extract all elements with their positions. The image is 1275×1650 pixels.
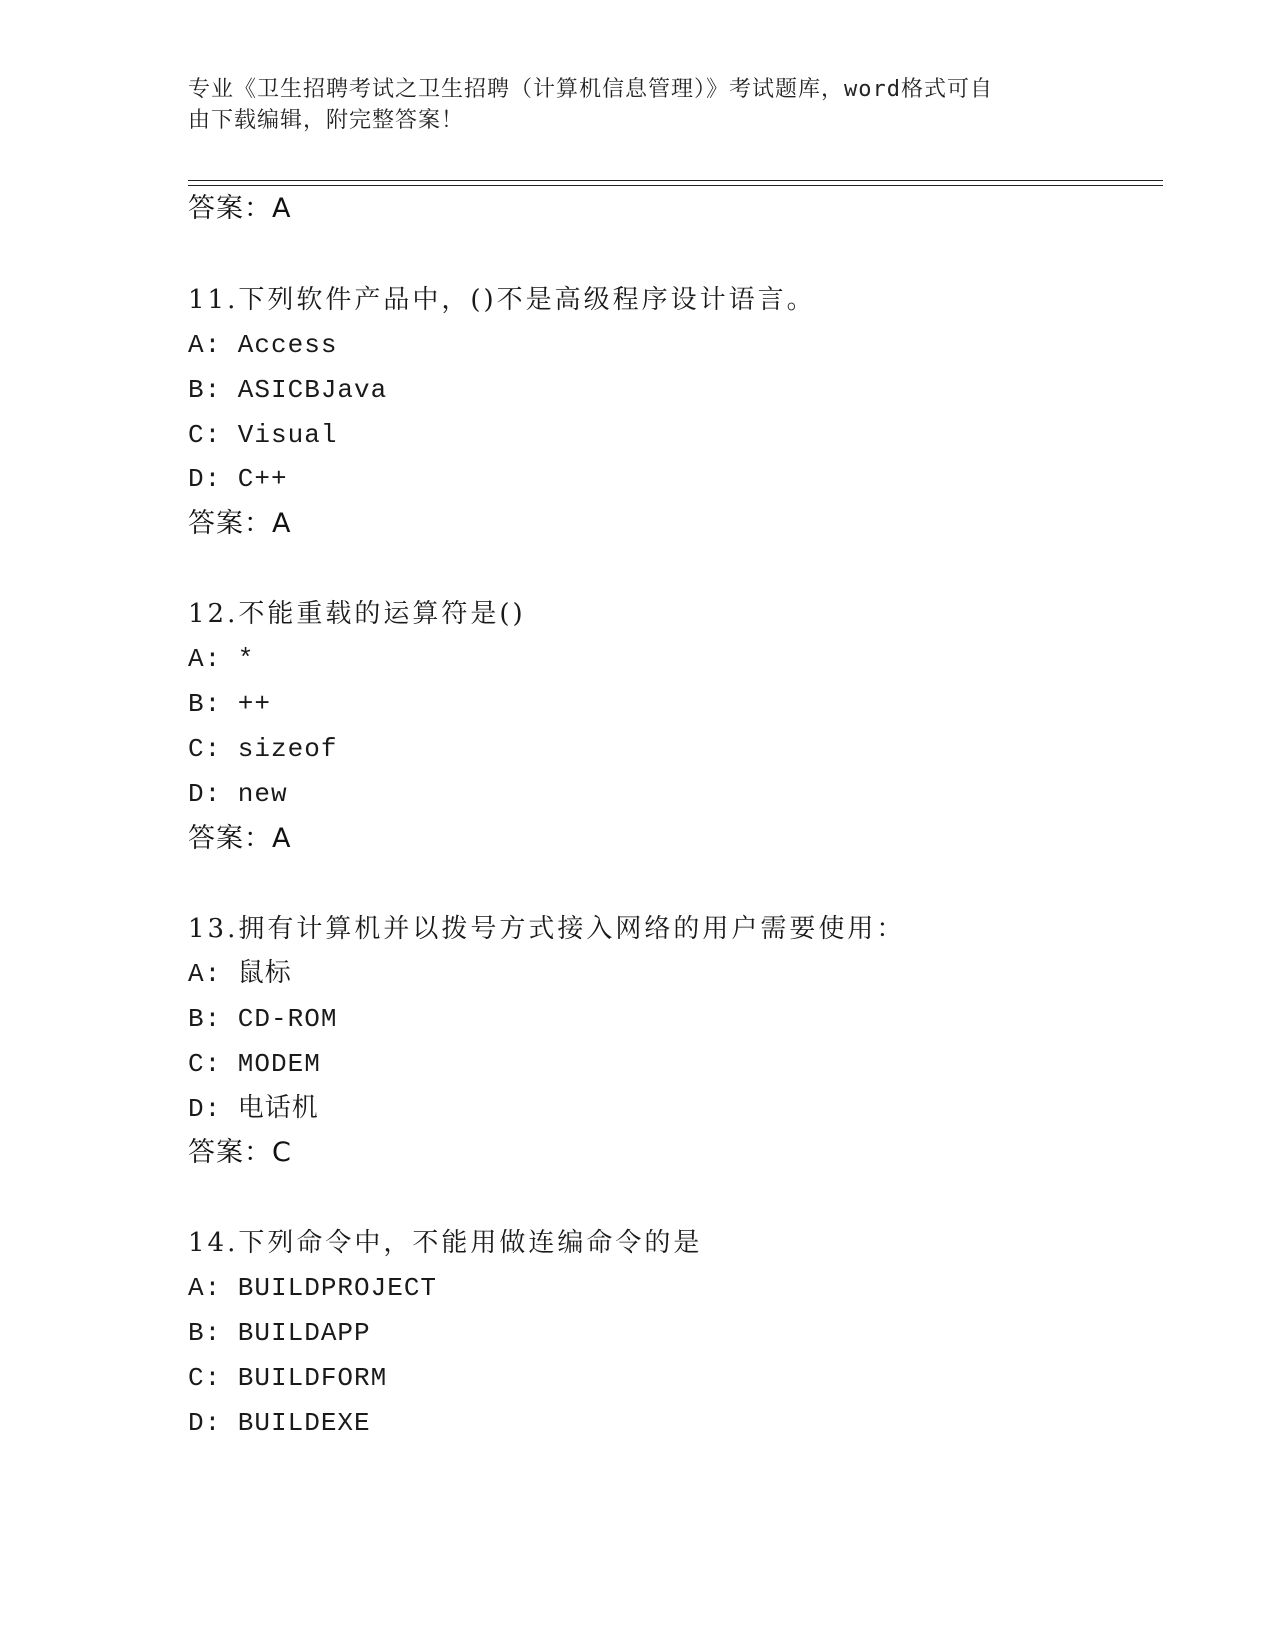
question-12-option-b: B: ++ [188,689,272,719]
question-11-option-a: A: Access [188,330,338,360]
document-header [188,74,1068,136]
header-line-2: 由下载编辑，附完整答案！ [188,108,465,133]
header-divider-top [188,180,1163,181]
question-14-stem: 14.下列命令中，不能用做连编命令的是 [188,1228,703,1258]
question-12-stem: 12.不能重载的运算符是() [188,599,526,629]
question-14-option-b: B: BUILDAPP [188,1318,371,1348]
question-11-option-d: D: C++ [188,464,288,494]
answer-q11: 答案：A [188,508,292,539]
question-13-option-d: D: 电话机 [188,1094,319,1124]
question-13-option-c: C: MODEM [188,1049,321,1079]
question-11-option-b: B: ASICBJava [188,375,388,405]
question-12-option-d: D: new [188,779,288,809]
question-12-option-c: C: sizeof [188,734,338,764]
question-14-option-d: D: BUILDEXE [188,1408,371,1438]
answer-q10: 答案：A [188,193,292,224]
header-divider-bottom [188,185,1163,186]
question-12-option-a: A: * [188,644,255,674]
question-13-option-b: B: CD-ROM [188,1004,338,1034]
question-13-option-a: A: 鼠标 [188,959,292,989]
question-11-stem: 11.下列软件产品中，()不是高级程序设计语言。 [188,285,816,315]
answer-q13: 答案：C [188,1137,292,1168]
question-14-option-a: A: BUILDPROJECT [188,1273,438,1303]
header-line-1: 专业《卫生招聘考试之卫生招聘（计算机信息管理）》考试题库，word格式可自 [188,77,993,102]
answer-q12: 答案：A [188,823,292,854]
question-13-stem: 13.拥有计算机并以拨号方式接入网络的用户需要使用： [188,914,906,944]
question-14-option-c: C: BUILDFORM [188,1363,388,1393]
question-11-option-c: C: Visual [188,420,338,450]
